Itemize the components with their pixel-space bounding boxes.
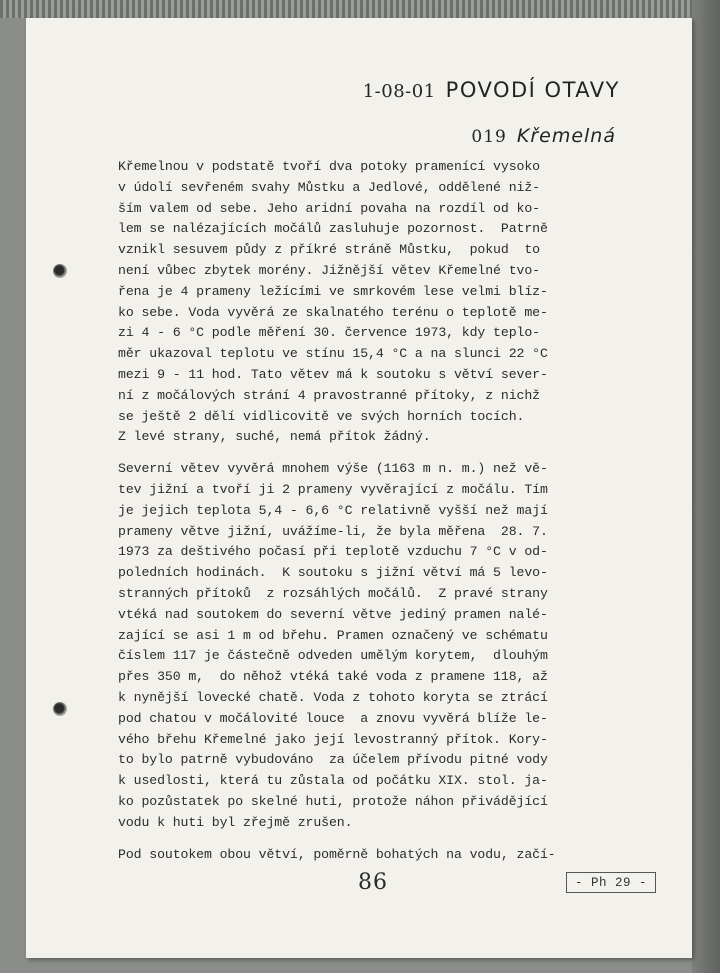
text-line: prameny větve jižní, uvážíme-li, že byla měřena 28. 7. — [118, 523, 548, 539]
text-line: pod chatou v močálovité louce a znovu vyvěrá blíže le- — [118, 710, 548, 726]
text-line: zající se asi 1 m od břehu. Pramen označený ve schématu — [118, 627, 548, 643]
basin-code: 1-08-01 — [362, 81, 436, 102]
text-line: se ještě 2 dělí vidlicovitě ve svých horních tocích. — [118, 408, 525, 424]
scanner-backdrop-right — [692, 0, 720, 973]
text-line: řena je 4 prameny ležícími ve smrkovém lese velmi blíz- — [118, 283, 548, 299]
text-line: poledních hodinách. K soutoku s jižní větví má 5 levo- — [118, 565, 548, 581]
text-line: vznikl sesuvem půdy z příkré stráně Můstku, pokud to — [118, 242, 540, 258]
stream-title: Křemelná — [516, 125, 616, 147]
text-line: Z levé strany, suché, nemá přítok žádný. — [118, 429, 431, 445]
text-line: vtéká nad soutokem do severní větve jediný pramen nalé- — [118, 606, 548, 622]
document-body — [118, 157, 598, 865]
paragraph — [118, 157, 598, 448]
text-line: ko pozůstatek po skelné huti, protože náhon přivádějící — [118, 793, 548, 809]
text-line: Pod soutokem obou větví, poměrně bohatých na vodu, začí- — [118, 846, 556, 862]
reference-box: - Ph 29 - — [566, 872, 656, 893]
stream-code: 019 — [471, 127, 507, 147]
basin-heading — [363, 78, 620, 102]
page-number: 86 — [358, 870, 388, 895]
text-line: není vůbec zbytek morény. Jižnější větev Křemelné tvo- — [118, 262, 540, 278]
punch-hole-bottom — [53, 702, 67, 716]
text-line: mezi 9 - 11 hod. Tato větev má k soutoku s větví sever- — [118, 366, 548, 382]
text-line: 1973 za deštivého počasí při teplotě vzduchu 7 °C v od- — [118, 544, 548, 560]
text-line: vého břehu Křemelné jako její levostranný přítok. Kory- — [118, 731, 548, 747]
text-line: ko sebe. Voda vyvěrá ze skalnatého terénu o teplotě me- — [118, 304, 548, 320]
text-line: je jejich teplota 5,4 - 6,6 °C relativně vyšší než mají — [118, 502, 548, 518]
text-line: to bylo patrně vybudováno za účelem přívodu pitné vody — [118, 752, 548, 768]
text-line: přes 350 m, do něhož vtéká také voda z pramene 118, až — [118, 669, 548, 685]
stream-heading — [471, 125, 616, 147]
text-line: stranných přítoků z rozsáhlých močálů. Z pravé strany — [118, 585, 548, 601]
text-line: zi 4 - 6 °C podle měření 30. července 1973, kdy teplo- — [118, 325, 540, 341]
punch-hole-top — [53, 264, 67, 278]
text-line: ní z močálových strání 4 pravostranné přítoky, z nichž — [118, 387, 540, 403]
text-line: k nynější lovecké chatě. Voda z tohoto koryta se ztrácí — [118, 689, 548, 705]
text-line: Křemelnou v podstatě tvoří dva potoky pramenící vysoko — [118, 159, 540, 174]
paragraph — [118, 845, 598, 866]
text-line: vodu k huti byl zřejmě zrušen. — [118, 814, 353, 830]
text-line: měr ukazoval teplotu ve stínu 15,4 °C a na slunci 22 °C — [118, 346, 548, 362]
text-line: číslem 117 je částečně odveden umělým korytem, dlouhým — [118, 648, 548, 664]
text-line: lem se nalézajících močálů zasluhuje pozornost. Patrně — [118, 221, 548, 237]
text-line: ším valem od sebe. Jeho aridní povaha na rozdíl od ko- — [118, 200, 540, 216]
paragraph — [118, 459, 598, 833]
text-line: tev jižní a tvoří ji 2 prameny vyvěrající z močálu. Tím — [118, 481, 548, 497]
text-line: k usedlosti, která tu zůstala od počátku XIX. stol. ja- — [118, 773, 548, 789]
scanner-backdrop-top — [0, 0, 720, 18]
basin-title: POVODÍ OTAVY — [445, 78, 620, 102]
text-line: Severní větev vyvěrá mnohem výše (1163 m n. m.) než vě- — [118, 461, 548, 477]
text-line: v údolí sevřeném svahy Můstku a Jedlové, oddělené niž- — [118, 179, 540, 195]
